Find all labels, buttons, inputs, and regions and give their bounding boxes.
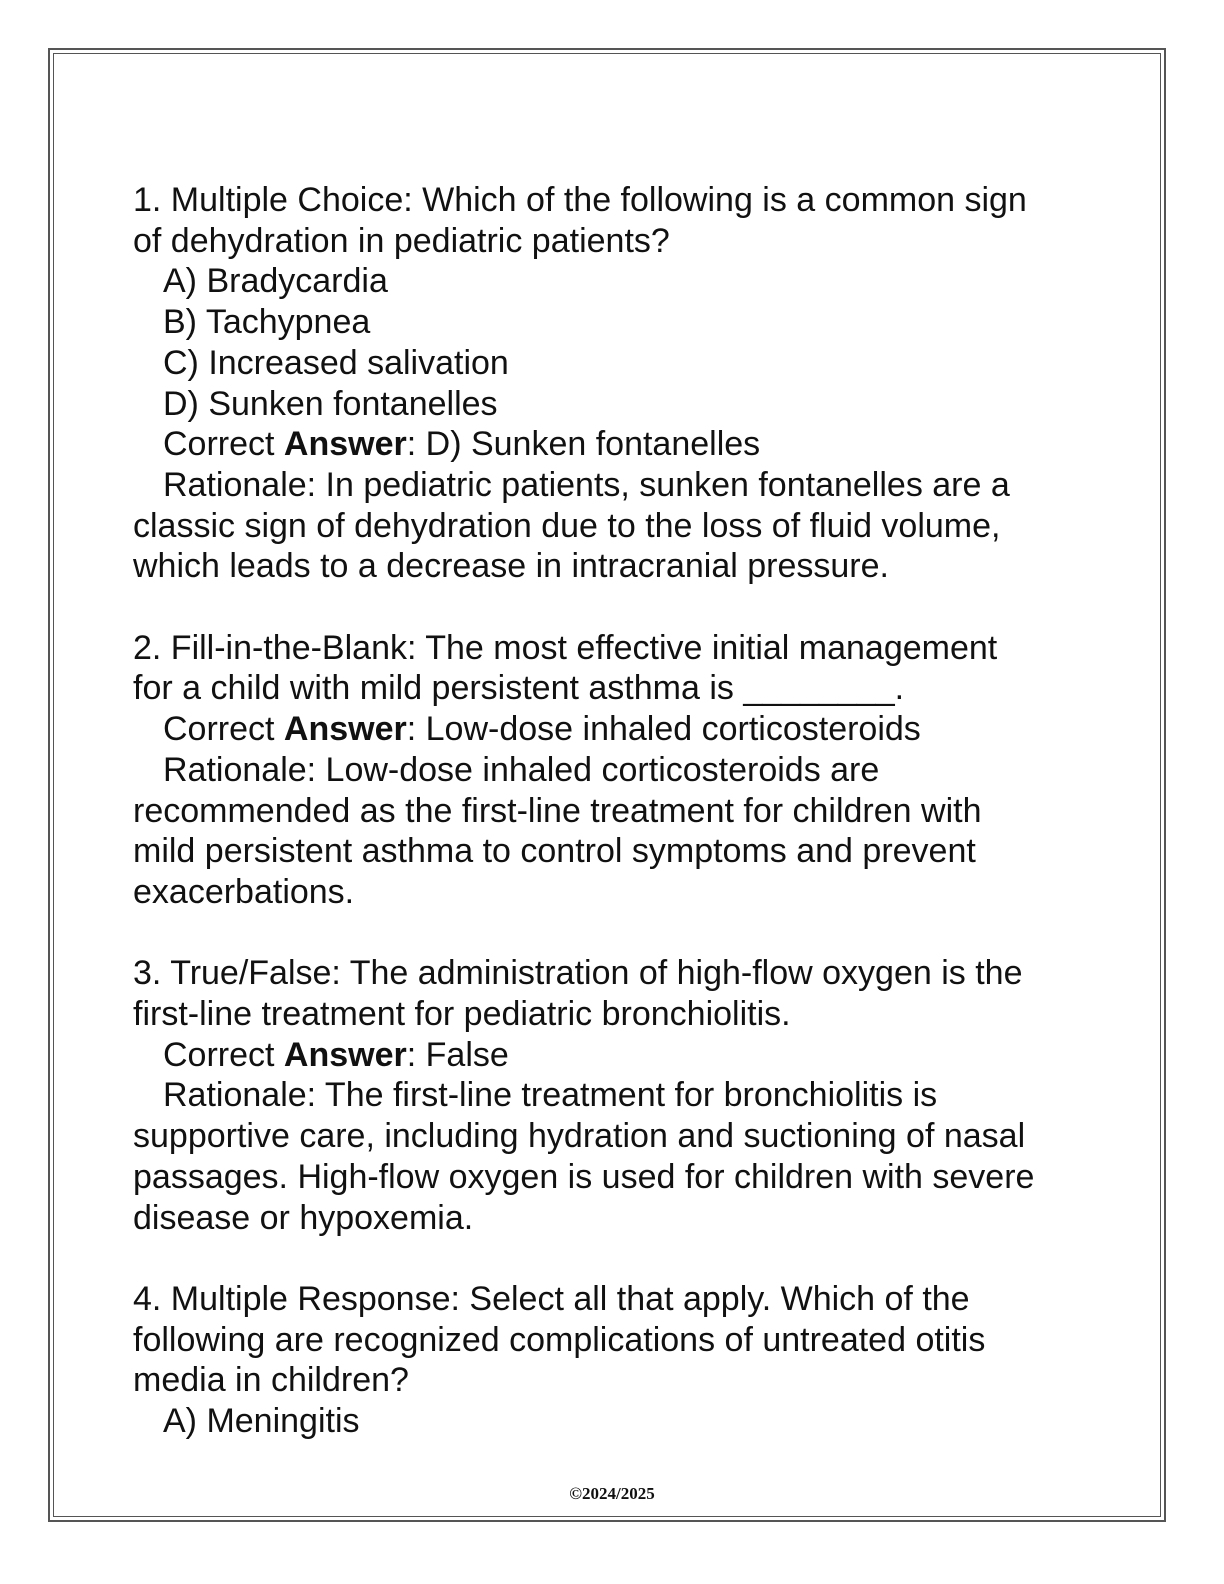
question-stem: of dehydration in pediatric patients? [133, 221, 670, 260]
rationale: which leads to a decrease in intracranial pressure. [133, 547, 889, 586]
question-3 [133, 953, 1093, 1238]
rationale: supportive care, including hydration and suctioning of nasal [133, 1117, 1026, 1156]
question-stem: media in children? [133, 1361, 409, 1400]
option-b: B) Tachypnea [163, 303, 371, 342]
rationale: Rationale: Low-dose inhaled corticosteroids are [163, 750, 880, 789]
question-stem: 4. Multiple Response: Select all that apply. Which of the [133, 1279, 970, 1318]
rationale: mild persistent asthma to control symptoms and prevent [133, 832, 976, 871]
rationale: Rationale: In pediatric patients, sunken fontanelles are a [163, 465, 1010, 504]
question-stem: for a child with mild persistent asthma is ________. [133, 669, 905, 708]
question-stem: 2. Fill-in-the-Blank: The most effective initial management [133, 628, 998, 667]
correct-answer: Correct Answer: Low-dose inhaled corticosteroids [163, 710, 921, 749]
rationale: recommended as the first-line treatment for children with [133, 791, 982, 830]
question-1 [133, 180, 1093, 587]
question-stem: 1. Multiple Choice: Which of the following is a common sign [133, 181, 1027, 219]
option-a: A) Bradycardia [163, 262, 388, 301]
question-stem: following are recognized complications of untreated otitis [133, 1320, 986, 1359]
document-body [133, 180, 1093, 1442]
correct-answer: Correct Answer: False [163, 1035, 509, 1074]
rationale: exacerbations. [133, 872, 355, 911]
copyright-footer: ©2024/2025 [569, 1484, 655, 1503]
rationale: Rationale: The first-line treatment for bronchiolitis is [163, 1076, 938, 1115]
question-2 [133, 628, 1093, 913]
correct-answer: Correct Answer: D) Sunken fontanelles [163, 425, 761, 464]
question-stem: first-line treatment for pediatric bronchiolitis. [133, 995, 791, 1034]
rationale: passages. High-flow oxygen is used for children with severe [133, 1157, 1035, 1196]
option-d: D) Sunken fontanelles [163, 384, 498, 423]
rationale: disease or hypoxemia. [133, 1198, 474, 1237]
question-4 [133, 1279, 1093, 1442]
option-a: A) Meningitis [163, 1402, 360, 1441]
rationale: classic sign of dehydration due to the loss of fluid volume, [133, 506, 1001, 545]
question-stem: 3. True/False: The administration of high-flow oxygen is the [133, 954, 1023, 993]
option-c: C) Increased salivation [163, 343, 509, 382]
